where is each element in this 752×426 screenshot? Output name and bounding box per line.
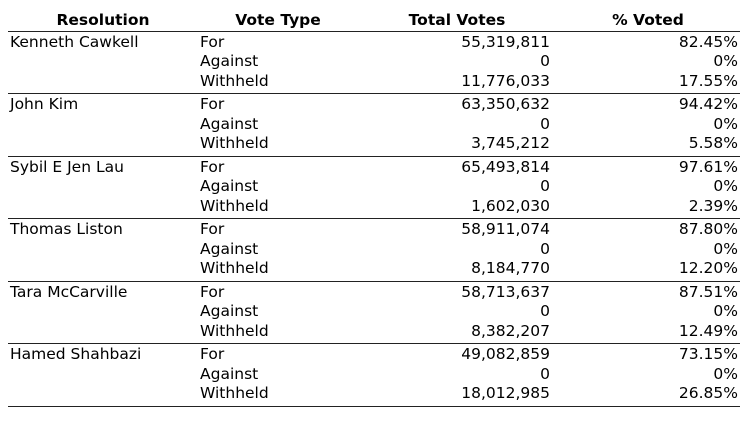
- pct-withheld: 5.58%: [688, 134, 738, 152]
- pct-for: 97.61%: [678, 157, 738, 176]
- votes-against: 0: [540, 114, 550, 133]
- vote-type-for: For: [200, 157, 225, 176]
- votes-for: 49,082,859: [461, 345, 550, 363]
- total-votes-cell: [358, 31, 556, 94]
- resolution-name: Thomas Liston: [10, 220, 123, 238]
- pct-voted-cell: [556, 94, 740, 157]
- total-votes-cell: [358, 156, 556, 219]
- pct-voted-cell: [556, 281, 740, 344]
- vote-type-for: For: [200, 282, 225, 301]
- pct-withheld: 12.49%: [678, 321, 738, 340]
- header-vote-type: Vote Type: [198, 11, 358, 31]
- resolution-name: Hamed Shahbazi: [10, 345, 142, 363]
- vote-type-cell: [198, 344, 358, 407]
- vote-type-withheld: Withheld: [200, 134, 269, 152]
- table-row: [8, 156, 740, 219]
- vote-type-against: Against: [200, 302, 259, 320]
- votes-against: 0: [540, 239, 550, 258]
- total-votes-cell: [358, 344, 556, 407]
- pct-withheld: 2.39%: [688, 196, 738, 215]
- pct-against: 0%: [713, 177, 738, 195]
- votes-for: 65,493,814: [461, 157, 550, 176]
- pct-withheld: 12.20%: [678, 259, 738, 277]
- resolution-name: Tara McCarville: [10, 282, 128, 301]
- pct-withheld: 17.55%: [678, 71, 738, 90]
- pct-against: 0%: [713, 364, 738, 383]
- vote-type-withheld: Withheld: [200, 71, 269, 90]
- table-row: [8, 94, 740, 157]
- vote-type-against: Against: [200, 52, 259, 70]
- pct-against: 0%: [713, 302, 738, 320]
- vote-type-for: For: [200, 220, 225, 238]
- pct-against: 0%: [713, 239, 738, 258]
- votes-for: 58,713,637: [461, 282, 550, 301]
- pct-voted-cell: [556, 31, 740, 94]
- table-header-row: [8, 11, 740, 31]
- header-pct-voted: % Voted: [556, 11, 740, 31]
- resolution-cell: [8, 156, 198, 219]
- votes-against: 0: [540, 364, 550, 383]
- header-total-votes: Total Votes: [358, 11, 556, 31]
- table-row: [8, 281, 740, 344]
- votes-for: 55,319,811: [461, 32, 550, 51]
- votes-against: 0: [540, 177, 550, 195]
- pct-for: 73.15%: [678, 345, 738, 363]
- total-votes-cell: [358, 94, 556, 157]
- votes-withheld: 18,012,985: [461, 384, 550, 402]
- resolution-cell: [8, 94, 198, 157]
- votes-withheld: 11,776,033: [461, 71, 550, 90]
- vote-type-against: Against: [200, 177, 259, 195]
- pct-for: 94.42%: [678, 95, 738, 113]
- vote-type-withheld: Withheld: [200, 321, 269, 340]
- table-row: [8, 344, 740, 407]
- pct-against: 0%: [713, 114, 738, 133]
- vote-type-for: For: [200, 345, 225, 363]
- pct-against: 0%: [713, 52, 738, 70]
- votes-withheld: 8,184,770: [471, 259, 550, 277]
- resolution-name: John Kim: [10, 95, 79, 113]
- vote-type-against: Against: [200, 239, 259, 258]
- resolution-cell: [8, 344, 198, 407]
- vote-type-cell: [198, 31, 358, 94]
- table-row: [8, 219, 740, 282]
- total-votes-cell: [358, 219, 556, 282]
- votes-against: 0: [540, 302, 550, 320]
- votes-for: 63,350,632: [461, 95, 550, 113]
- resolution-name: Sybil E Jen Lau: [10, 157, 124, 176]
- votes-withheld: 8,382,207: [471, 321, 550, 340]
- votes-for: 58,911,074: [461, 220, 550, 238]
- pct-for: 82.45%: [678, 32, 738, 51]
- resolution-name: Kenneth Cawkell: [10, 32, 139, 51]
- resolution-cell: [8, 281, 198, 344]
- votes-withheld: 1,602,030: [471, 196, 550, 215]
- vote-type-withheld: Withheld: [200, 384, 269, 402]
- vote-type-cell: [198, 281, 358, 344]
- pct-for: 87.80%: [678, 220, 738, 238]
- pct-for: 87.51%: [678, 282, 738, 301]
- vote-type-cell: [198, 94, 358, 157]
- resolution-cell: [8, 219, 198, 282]
- vote-type-cell: [198, 156, 358, 219]
- vote-type-against: Against: [200, 114, 259, 133]
- vote-results-container: [8, 11, 740, 407]
- votes-withheld: 3,745,212: [471, 134, 550, 152]
- pct-withheld: 26.85%: [678, 384, 738, 402]
- vote-type-withheld: Withheld: [200, 196, 269, 215]
- total-votes-cell: [358, 281, 556, 344]
- table-row: [8, 31, 740, 94]
- pct-voted-cell: [556, 344, 740, 407]
- pct-voted-cell: [556, 156, 740, 219]
- pct-voted-cell: [556, 219, 740, 282]
- vote-type-withheld: Withheld: [200, 259, 269, 277]
- vote-type-for: For: [200, 32, 225, 51]
- resolution-cell: [8, 31, 198, 94]
- vote-type-for: For: [200, 95, 225, 113]
- votes-against: 0: [540, 52, 550, 70]
- header-resolution: Resolution: [8, 11, 198, 31]
- vote-type-against: Against: [200, 364, 259, 383]
- vote-type-cell: [198, 219, 358, 282]
- vote-results-table: [8, 11, 740, 407]
